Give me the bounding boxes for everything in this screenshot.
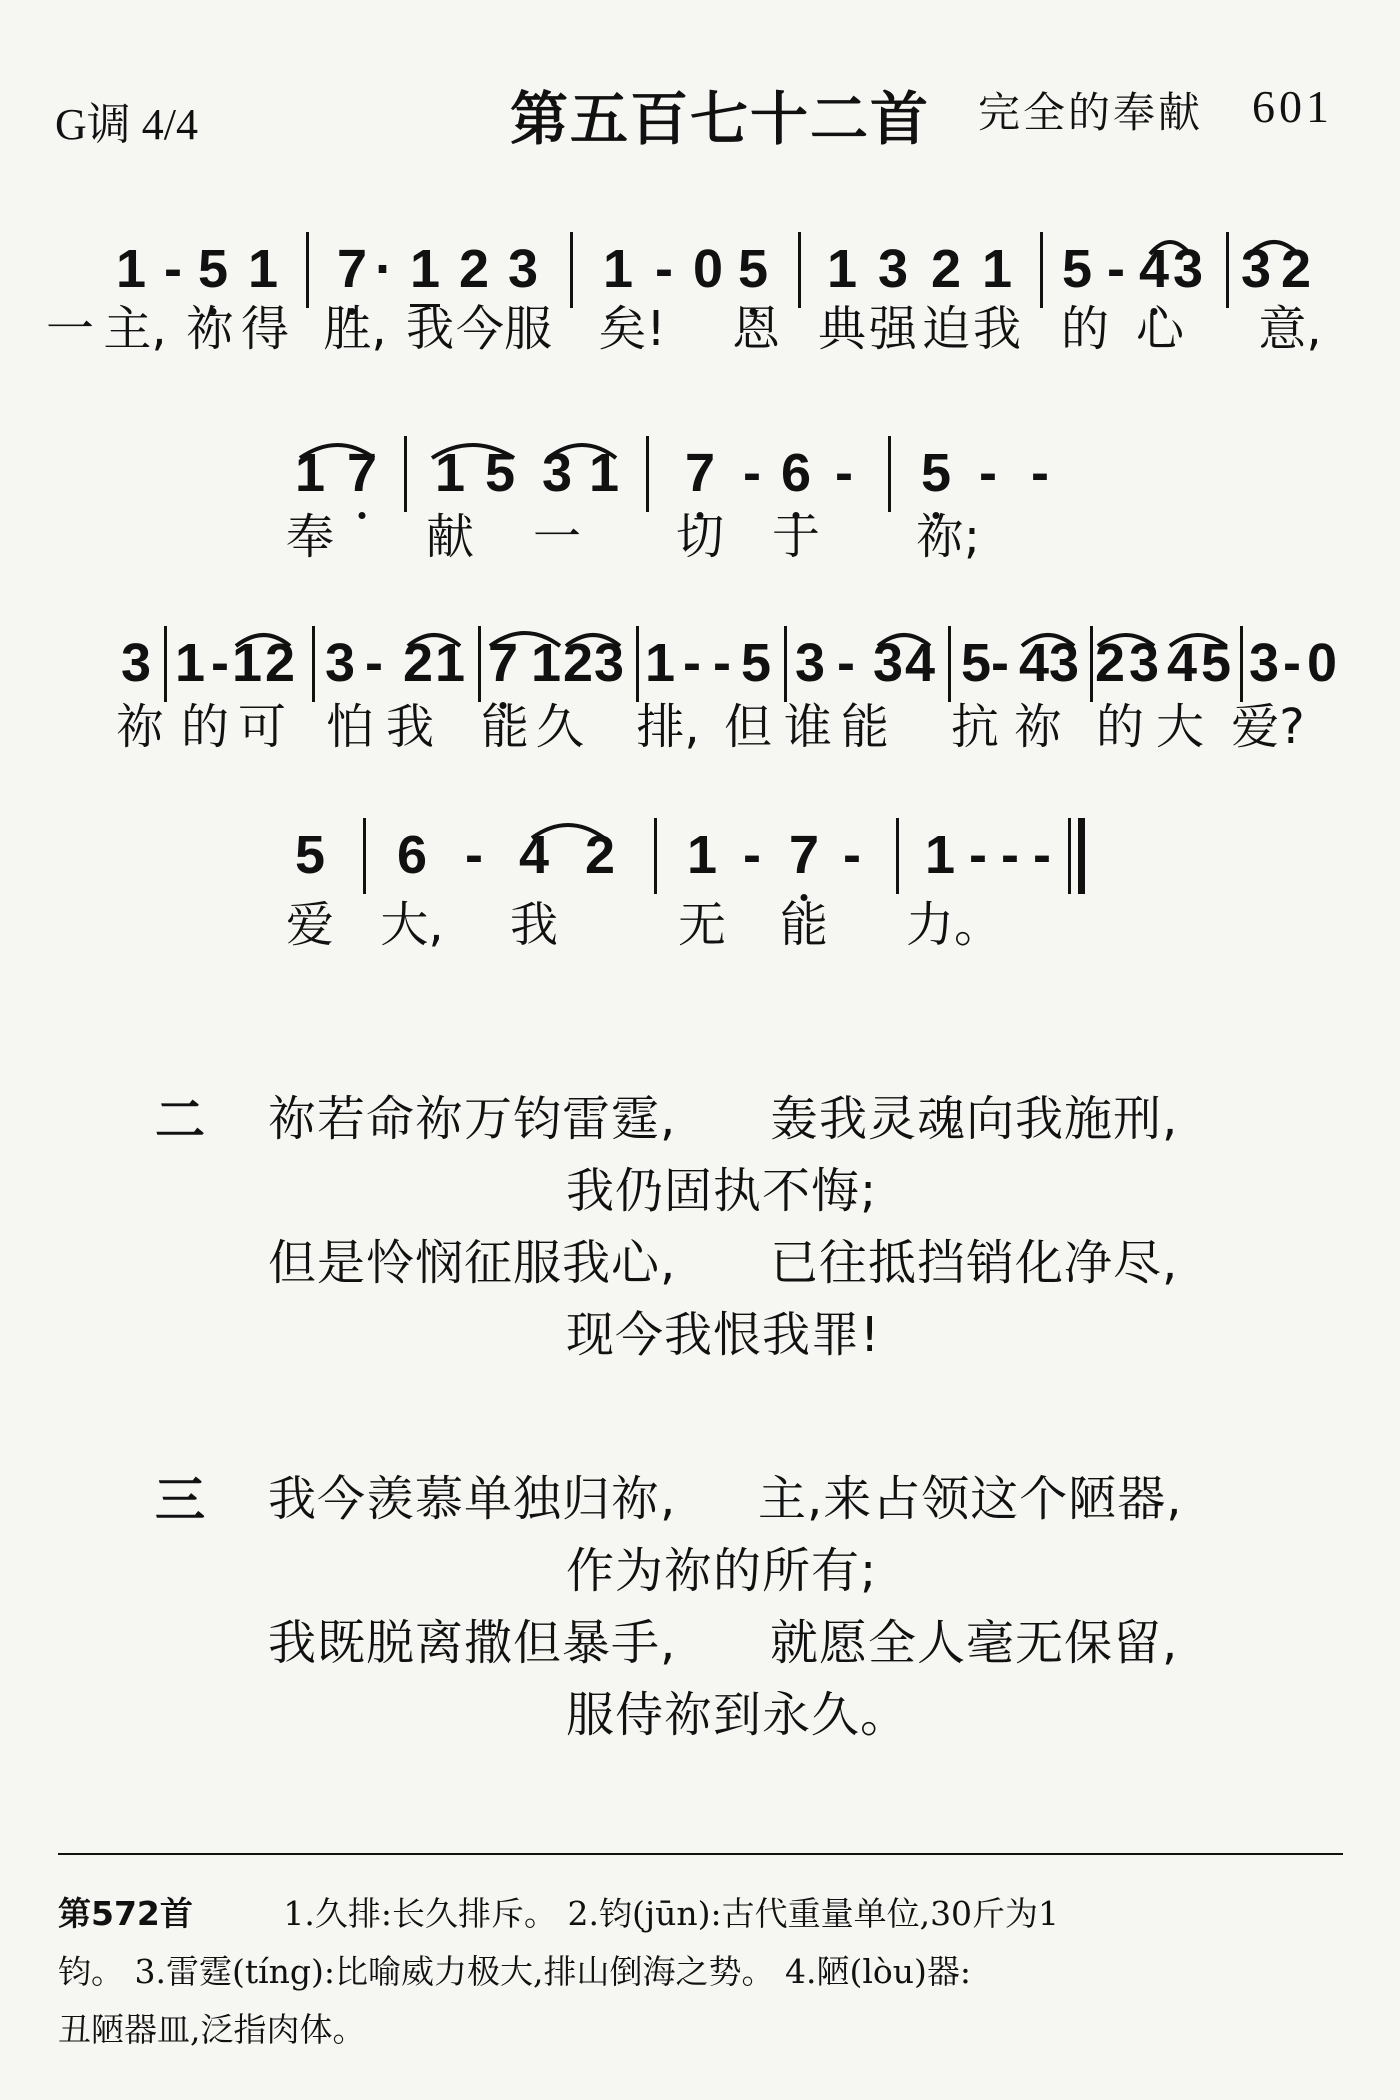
lyric-syllable: 的	[1095, 699, 1145, 755]
lyric-syllable: 我	[972, 301, 1022, 357]
lyric-syllable: 矣!	[598, 301, 666, 357]
lyric-syllable: 爱	[285, 897, 335, 953]
lyric-syllable: 今	[455, 301, 505, 357]
verse-line: 已往抵挡销化净尽,	[770, 1235, 1179, 1291]
hymn-subtitle: 完全的奉献	[978, 88, 1204, 137]
bar-line	[478, 626, 481, 702]
note: 4	[1138, 239, 1170, 299]
lyric-syllable: 心	[1135, 301, 1185, 357]
lyric-syllable: 于	[771, 509, 821, 565]
note: 1	[115, 239, 147, 299]
note: 2	[264, 633, 296, 693]
verse-line: 轰我灵魂向我施刑,	[770, 1091, 1179, 1147]
note: 5	[484, 443, 516, 503]
note: 4	[1166, 633, 1198, 693]
dash: -	[655, 239, 673, 299]
verse-line: 我仍固执不悔;	[566, 1163, 878, 1219]
note: 3	[1172, 239, 1204, 299]
dash: -	[743, 443, 761, 503]
note: 4	[1018, 633, 1050, 693]
note: 7	[346, 443, 378, 503]
lyric-syllable: 大,	[380, 897, 444, 953]
lyric-syllable: 一	[45, 301, 95, 357]
dash: -	[1001, 825, 1019, 885]
bar-line	[404, 436, 407, 512]
bar-line	[1068, 818, 1071, 894]
dash: -	[1283, 633, 1301, 693]
dash: -	[465, 825, 483, 885]
note: 5	[294, 825, 326, 885]
lyric-syllable: 可	[237, 699, 287, 755]
lyric-syllable: 力。	[905, 897, 1003, 953]
score-system-2	[0, 430, 1400, 520]
bar-line	[1226, 232, 1229, 308]
note: 1	[231, 633, 263, 693]
note: 2	[930, 239, 962, 299]
note: 1	[602, 239, 634, 299]
note: 1	[294, 443, 326, 503]
bar-line	[896, 818, 899, 894]
bar-line	[363, 818, 366, 894]
bar-line	[1040, 232, 1043, 308]
note: 3	[593, 633, 625, 693]
lyric-syllable: 我	[509, 897, 559, 953]
note: 2	[458, 239, 490, 299]
note: 1	[434, 443, 466, 503]
note: 3	[1128, 633, 1160, 693]
bar-line	[312, 626, 315, 702]
note: 6	[396, 825, 428, 885]
note: 7	[788, 825, 820, 885]
verse-line: 但是怜悯征服我心,	[268, 1235, 677, 1291]
verse-line: 主,来占领这个陋器,	[758, 1471, 1183, 1527]
lyrics-line-2	[0, 510, 1400, 570]
note: 6	[780, 443, 812, 503]
note: 2	[562, 633, 594, 693]
note: 4	[518, 825, 550, 885]
dot-mark: ·	[375, 239, 393, 299]
lyric-syllable: 迫	[921, 301, 971, 357]
bar-line	[654, 818, 657, 894]
note: 5	[740, 633, 772, 693]
footnote-line-3: 丑陋器皿,泛指肉体。	[58, 2010, 366, 2049]
note: 7	[336, 239, 368, 299]
lyric-syllable: 强	[868, 301, 918, 357]
dash: -	[1031, 443, 1049, 503]
note: 1	[981, 239, 1013, 299]
note: 2	[1280, 239, 1312, 299]
footnote-label: 第572首	[58, 1894, 193, 1933]
lyric-syllable: 能	[840, 699, 890, 755]
note: 1	[174, 633, 206, 693]
lyric-syllable: 服	[503, 301, 553, 357]
bar-line	[784, 626, 787, 702]
lyric-syllable: 谁	[783, 699, 833, 755]
dash: -	[979, 443, 997, 503]
lyric-syllable: 大	[1155, 699, 1205, 755]
verse-line: 祢若命祢万钧雷霆,	[268, 1091, 677, 1147]
note: 5	[920, 443, 952, 503]
note: 3	[324, 633, 356, 693]
note: 5	[737, 239, 769, 299]
note: 1	[409, 239, 441, 299]
lyric-syllable: 献	[425, 509, 475, 565]
bar-line	[646, 436, 649, 512]
bar-line	[948, 626, 951, 702]
lyric-syllable: 久	[535, 699, 585, 755]
note: 3	[507, 239, 539, 299]
dash: -	[713, 633, 731, 693]
note: 1	[686, 825, 718, 885]
bar-line	[888, 436, 891, 512]
verse-line: 我今羡慕单独归祢,	[268, 1471, 677, 1527]
lyric-syllable: 的	[180, 699, 230, 755]
dash: -	[1033, 825, 1051, 885]
note: 0	[692, 239, 724, 299]
dash: -	[991, 633, 1009, 693]
note: 3	[794, 633, 826, 693]
lyric-syllable: 无	[677, 897, 727, 953]
lyric-syllable: 意,	[1258, 301, 1322, 357]
dash: -	[1107, 239, 1125, 299]
lyric-syllable: 得	[240, 301, 290, 357]
note: 4	[904, 633, 936, 693]
dash: -	[969, 825, 987, 885]
lyric-syllable: 抗	[950, 699, 1000, 755]
note: 1	[644, 633, 676, 693]
note: 5	[197, 239, 229, 299]
lyric-syllable: 典	[817, 301, 867, 357]
verse-number: 二	[155, 1091, 205, 1149]
lyric-syllable: 恩	[731, 301, 781, 357]
note: 3	[120, 633, 152, 693]
hymn-title: 第五百七十二首	[510, 85, 931, 153]
bar-line	[306, 232, 309, 308]
note: 1	[826, 239, 858, 299]
dash: -	[211, 633, 229, 693]
lyric-syllable: 能	[480, 699, 530, 755]
note: 1	[247, 239, 279, 299]
note: 0	[1306, 633, 1338, 693]
lyric-syllable: 一	[532, 509, 582, 565]
lyric-syllable: 能	[779, 897, 829, 953]
note: 5	[960, 633, 992, 693]
note: 1	[434, 633, 466, 693]
note: 7	[684, 443, 716, 503]
lyric-syllable: 怕	[325, 699, 375, 755]
lyric-syllable: 但	[723, 699, 773, 755]
note: 2	[1094, 633, 1126, 693]
lyric-syllable: 切	[675, 509, 725, 565]
dash: -	[843, 825, 861, 885]
page-number: 601	[1252, 81, 1333, 132]
dash: -	[683, 633, 701, 693]
note: 1	[924, 825, 956, 885]
lyric-syllable: 的	[1060, 301, 1110, 357]
verse-line: 作为祢的所有;	[566, 1543, 878, 1599]
dash: -	[743, 825, 761, 885]
footnote-divider	[58, 1853, 1343, 1855]
key-meter: G调 4/4	[55, 100, 198, 149]
bar-line	[570, 232, 573, 308]
footnote-line-1: 1.久排:长久排斥。 2.钧(jūn):古代重量单位,30斤为1	[283, 1894, 1060, 1933]
final-bar-line	[1078, 818, 1085, 894]
dash: -	[837, 633, 855, 693]
note: 3	[1240, 239, 1272, 299]
lyrics-line-3	[0, 700, 1400, 760]
score-system-4	[0, 812, 1400, 902]
note: 5	[1200, 633, 1232, 693]
note: 1	[530, 633, 562, 693]
lyric-syllable: 祢	[115, 699, 165, 755]
bar-line	[636, 626, 639, 702]
dash: -	[164, 239, 182, 299]
lyric-syllable: 祢	[1013, 699, 1063, 755]
note: 3	[1048, 633, 1080, 693]
footnote-line-2: 钧。 3.雷霆(tíng):比喻威力极大,排山倒海之势。 4.陋(lòu)器:	[58, 1952, 972, 1991]
lyric-syllable: 奉	[285, 509, 335, 565]
note: 7	[487, 633, 519, 693]
verse-line: 我既脱离撒但暴手,	[268, 1615, 677, 1671]
note: 3	[872, 633, 904, 693]
note: 2	[402, 633, 434, 693]
bar-line	[798, 232, 801, 308]
bar-line	[1090, 626, 1093, 702]
note: 2	[584, 825, 616, 885]
bar-line	[1240, 626, 1243, 702]
lyric-syllable: 祢	[185, 301, 235, 357]
lyric-syllable: 我	[405, 301, 455, 357]
note: 3	[541, 443, 573, 503]
note: 3	[877, 239, 909, 299]
lyric-syllable: 我	[385, 699, 435, 755]
dash: -	[835, 443, 853, 503]
verse-number: 三	[155, 1471, 205, 1529]
note: 3	[1248, 633, 1280, 693]
lyric-syllable: 祢;	[915, 509, 981, 565]
score-system-3	[0, 620, 1400, 710]
dash: -	[365, 633, 383, 693]
lyric-syllable: 排,	[636, 699, 700, 755]
bar-line	[164, 626, 167, 702]
verse-line: 现今我恨我罪!	[566, 1307, 881, 1363]
lyric-syllable: 胜,	[323, 301, 387, 357]
lyric-syllable: 主,	[103, 301, 167, 357]
note: 1	[588, 443, 620, 503]
note: 5	[1061, 239, 1093, 299]
lyrics-line-4	[0, 898, 1400, 958]
verse-line: 服侍祢到永久。	[566, 1687, 910, 1743]
lyric-syllable: 爱?	[1231, 699, 1305, 755]
lyrics-line-1	[0, 302, 1400, 362]
verse-line: 就愿全人毫无保留,	[770, 1615, 1179, 1671]
